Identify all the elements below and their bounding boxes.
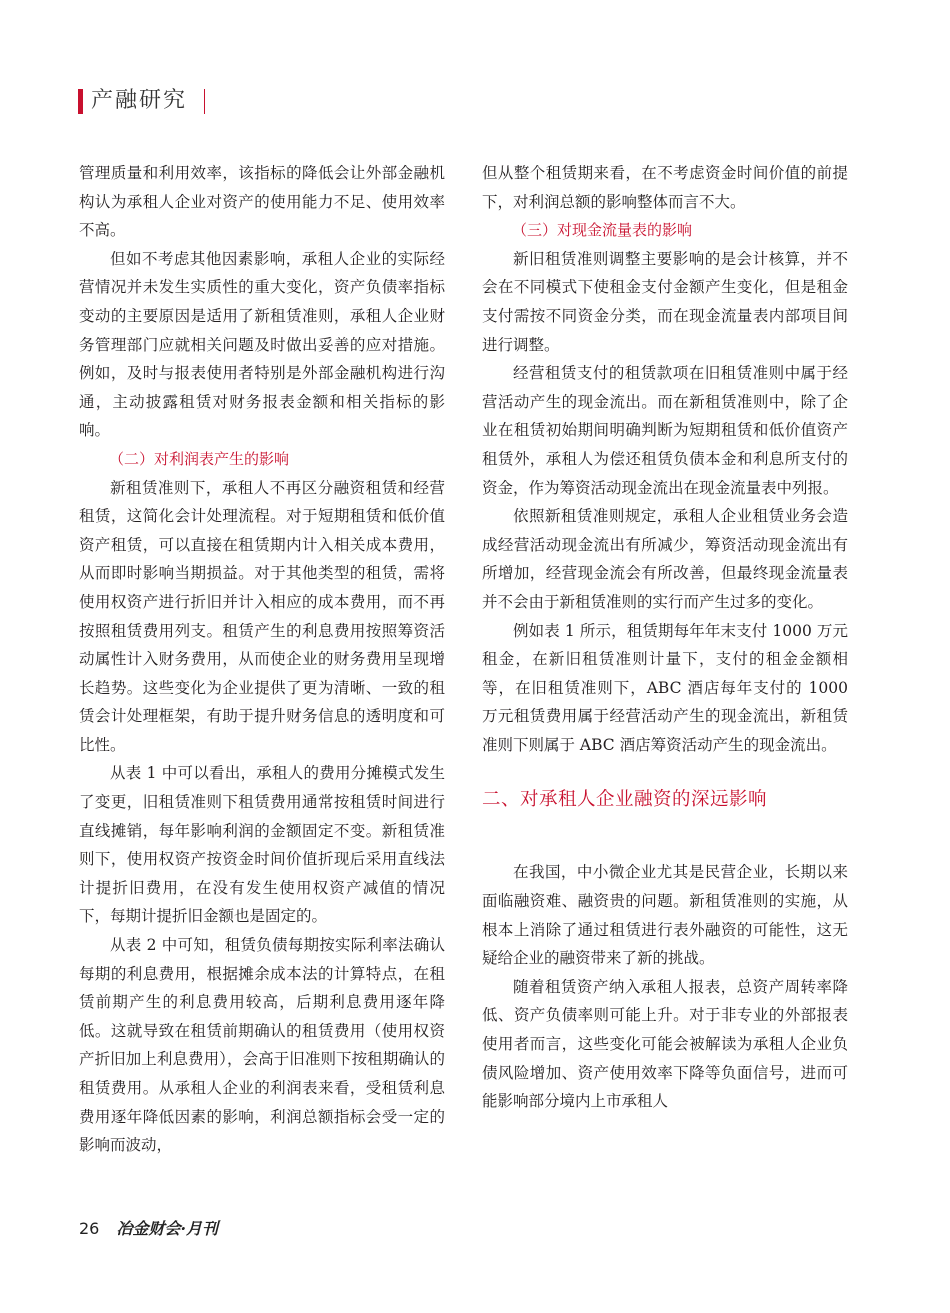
- paragraph: 依照新租赁准则规定，承租人企业租赁业务会造成经营活动现金流出有所减少，筹资活动现金流出有所增加，经营现金流会有所改善，但最终现金流量表并不会由于新租赁准则的实行而产生过多的变化。: [482, 507, 848, 611]
- header-accent-bar: [78, 89, 83, 114]
- subsection-heading: （二）对利润表产生的影响: [109, 449, 290, 468]
- paragraph: 例如表 1 所示，租赁期每年年末支付 1000 万元租金，在新旧租赁准则计量下，支付的租金金额相等，在旧租赁准则下，ABC 酒店每年支付的 1000 万元租赁费用属于经营活动产生的现金流出，新租赁准则下则属于 ABC 酒店筹资活动产生的现金流出。: [482, 621, 848, 754]
- section-title: 产融研究: [91, 88, 188, 113]
- section-heading: 二、对承租人企业融资的深远影响: [482, 789, 768, 811]
- paragraph: 经营租赁支付的租赁款项在旧租赁准则中属于经营活动产生的现金流出。而在新租赁准则中，除了企业在租赁初始期间明确判断为短期租赁和低价值资产租赁外，承租人为偿还租赁负债本金和利息所支付的资金，作为筹资活动现金流出在现金流量表中列报。: [482, 364, 848, 497]
- paragraph: 在我国，中小微企业尤其是民营企业，长期以来面临融资难、融资贵的问题。新租赁准则的实施，从根本上消除了通过租赁进行表外融资的可能性，这无疑给企业的融资带来了新的挑战。: [482, 863, 848, 968]
- paragraph: 从表 2 中可知，租赁负债每期按实际利率法确认每期的利息费用，根据摊余成本法的计算特点，在租赁前期产生的利息费用较高，后期利息费用逐年降低。这就导致在租赁前期确认的租赁费用（使用权资产折旧加上利息费用），会高于旧准则下按租期确认的租赁费用。从承租人企业的利润表来看，受租赁利息费用逐年降低因素的影响，利润总额指标会受一定的影响而波动，: [79, 936, 445, 1155]
- paragraph: 新旧租赁准则调整主要影响的是会计核算，并不会在不同模式下使租金支付金额产生变化，但是租金支付需按不同资金分类，而在现金流量表内部项目间进行调整。: [482, 249, 848, 354]
- paragraph: 但从整个租赁期来看，在不考虑资金时间价值的前提下，对利润总额的影响整体而言不大。: [482, 164, 848, 211]
- right-column: [482, 159, 848, 1116]
- page-footer: [79, 1218, 218, 1240]
- paragraph: 新租赁准则下，承租人不再区分融资租赁和经营租赁，这简化会计处理流程。对于短期租赁和低价值资产租赁，可以直接在租赁期内计入相关成本费用，从而即时影响当期损益。对于其他类型的租赁，需将使用权资产进行折旧并计入相应的成本费用，而不再按照租赁费用列支。租赁产生的利息费用按照筹资活动属性计入财务费用，从而使企业的财务费用呈现增长趋势。这些变化为企业提供了更为清晰、一致的租赁会计处理框架，有助于提升财务信息的透明度和可比性。: [79, 478, 445, 754]
- paragraph: 管理质量和利用效率，该指标的降低会让外部金融机构认为承租人企业对资产的使用能力不足、使用效率不高。: [79, 164, 445, 240]
- left-column: [79, 159, 445, 1160]
- header-divider: [204, 89, 205, 114]
- subsection-heading: （三）对现金流量表的影响: [512, 221, 693, 240]
- paragraph: 但如不考虑其他因素影响，承租人企业的实际经营情况并未发生实质性的重大变化，资产负债率指标变动的主要原因是适用了新租赁准则，承租人企业财务管理部门应就相关问题及时做出妥善的应对措施。例如，及时与报表使用者特别是外部金融机构进行沟通，主动披露租赁对财务报表金额和相关指标的影响。: [79, 249, 445, 440]
- paragraph: 从表 1 中可以看出，承租人的费用分摊模式发生了变更，旧租赁准则下租赁费用通常按租赁时间进行直线摊销，每年影响利润的金额固定不变。新租赁准则下，使用权资产按资金时间价值折现后采用直线法计提折旧费用，在没有发生使用权资产减值的情况下，每期计提折旧金额也是固定的。: [79, 764, 445, 926]
- paragraph: 随着租赁资产纳入承租人报表，总资产周转率降低、资产负债率则可能上升。对于非专业的外部报表使用者而言，这些变化可能会被解读为承租人企业负债风险增加、资产使用效率下降等负面信号，进而可能影响部分境内上市承租人: [482, 977, 848, 1111]
- page-number: 26: [79, 1219, 100, 1238]
- journal-name: 冶金财会·月刊: [116, 1219, 219, 1238]
